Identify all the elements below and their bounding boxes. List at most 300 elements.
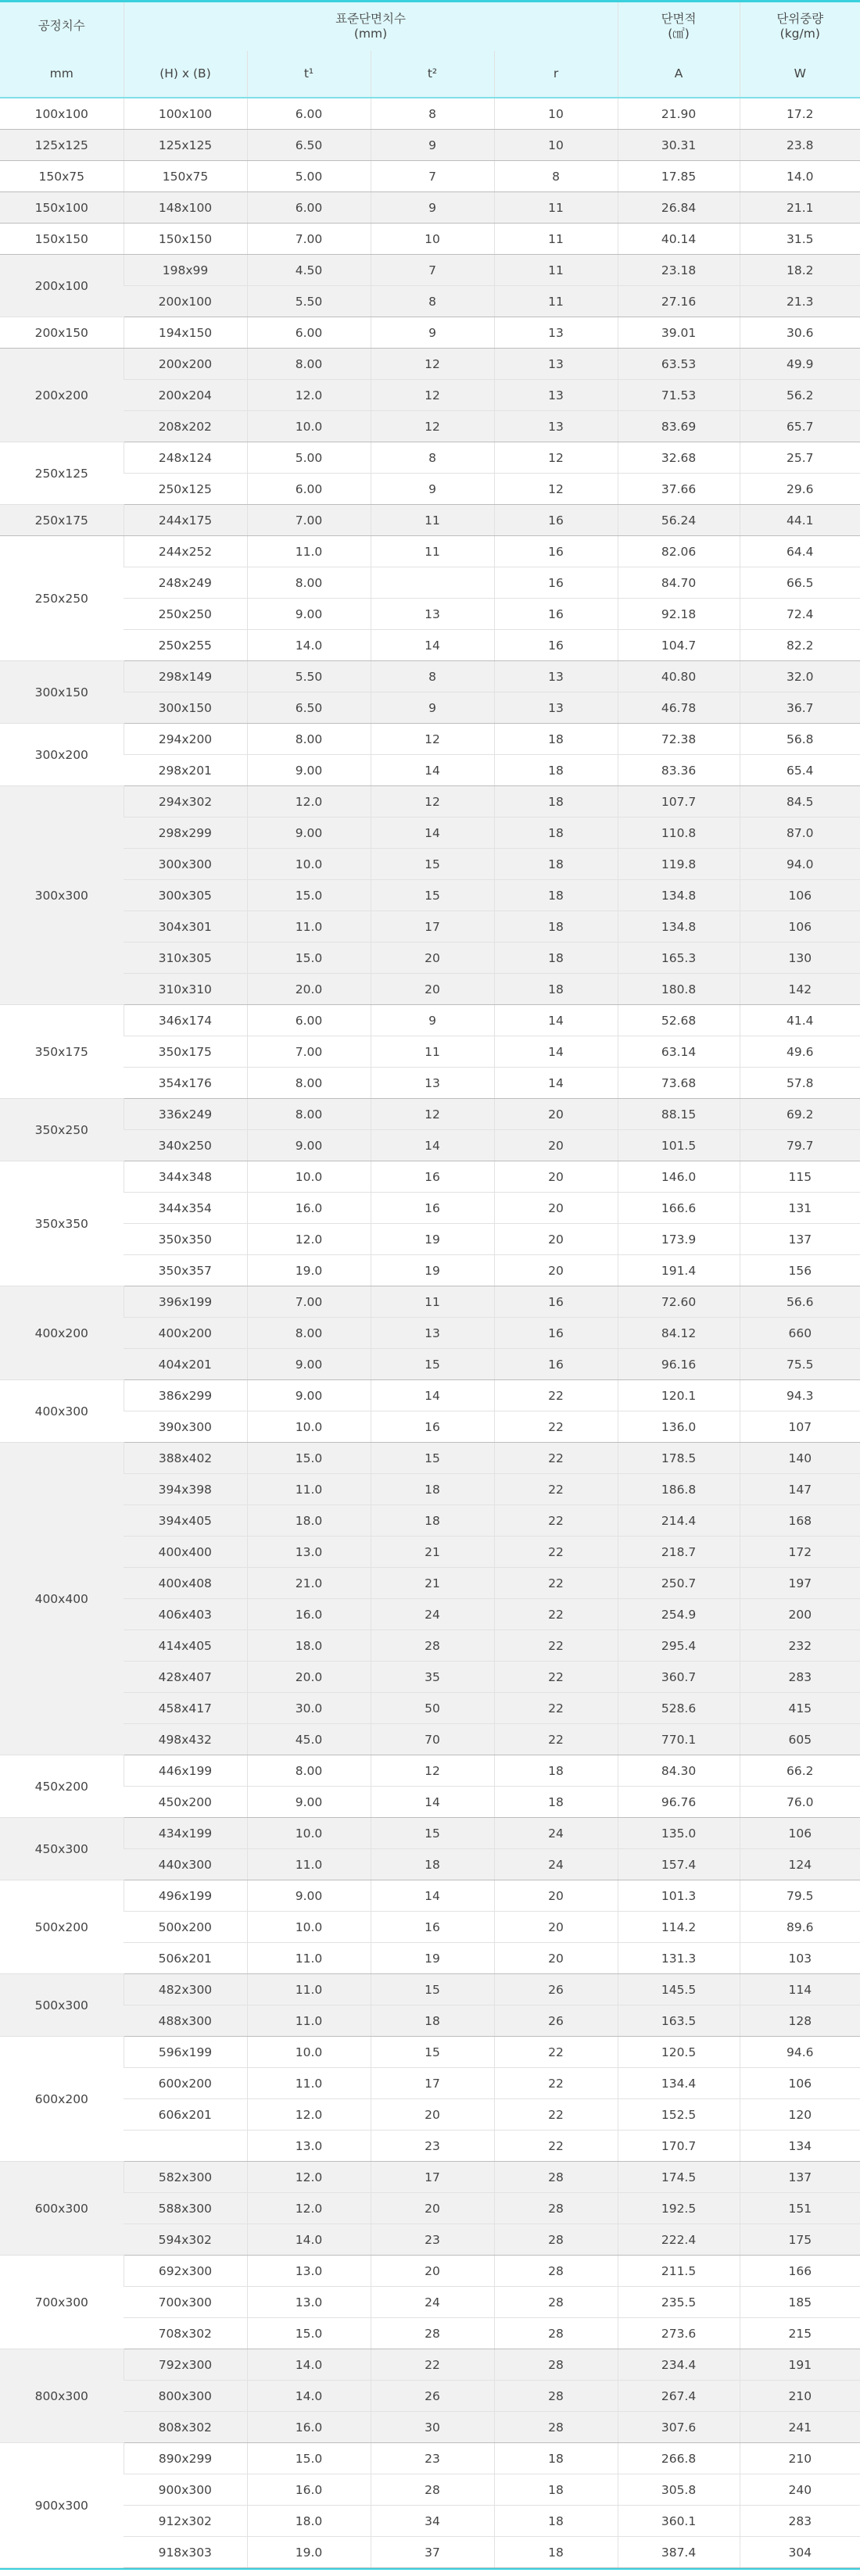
weight-cell: 128 <box>740 2005 860 2037</box>
t2-cell: 14 <box>371 1380 494 1411</box>
hxb-cell: 800x300 <box>124 2381 247 2412</box>
t2-cell: 19 <box>371 1943 494 1974</box>
t2-cell: 7 <box>371 161 494 192</box>
r-cell: 18 <box>494 2537 618 2568</box>
area-cell: 214.4 <box>618 1505 740 1537</box>
r-cell: 28 <box>494 2162 618 2193</box>
weight-cell: 210 <box>740 2443 860 2474</box>
nominal-size-cell: 300x300 <box>0 786 124 1005</box>
subheader-r: r <box>494 51 618 98</box>
nominal-size-cell: 250x175 <box>0 505 124 536</box>
area-cell: 134.8 <box>618 880 740 911</box>
hxb-cell: 450x200 <box>124 1787 247 1818</box>
weight-cell: 79.7 <box>740 1130 860 1161</box>
hxb-cell: 125x125 <box>124 130 247 161</box>
area-cell: 83.69 <box>618 411 740 442</box>
t1-cell: 6.00 <box>247 317 371 349</box>
weight-cell: 49.6 <box>740 1036 860 1068</box>
table-row <box>0 380 860 411</box>
weight-cell: 130 <box>740 943 860 974</box>
t2-cell: 8 <box>371 442 494 474</box>
nominal-size-cell: 200x150 <box>0 317 124 349</box>
r-cell: 28 <box>494 2318 618 2349</box>
table-row <box>0 98 860 130</box>
hxb-cell: 344x354 <box>124 1193 247 1224</box>
area-cell: 186.8 <box>618 1474 740 1505</box>
r-cell: 22 <box>494 1724 618 1755</box>
hxb-cell: 244x175 <box>124 505 247 536</box>
t1-cell: 11.0 <box>247 911 371 943</box>
area-cell: 234.4 <box>618 2349 740 2381</box>
hxb-cell: 600x200 <box>124 2068 247 2099</box>
weight-cell: 36.7 <box>740 692 860 724</box>
table-row <box>0 1943 860 1974</box>
r-cell: 20 <box>494 1193 618 1224</box>
weight-cell: 94.3 <box>740 1380 860 1411</box>
t2-cell: 21 <box>371 1568 494 1599</box>
weight-cell: 166 <box>740 2256 860 2287</box>
t1-cell: 5.00 <box>247 442 371 474</box>
t2-cell: 9 <box>371 692 494 724</box>
t2-cell: 18 <box>371 1505 494 1537</box>
r-cell: 18 <box>494 755 618 786</box>
area-cell: 146.0 <box>618 1161 740 1193</box>
hxb-cell: 298x149 <box>124 661 247 692</box>
table-row <box>0 2349 860 2381</box>
r-cell: 20 <box>494 1912 618 1943</box>
r-cell: 22 <box>494 2099 618 2131</box>
t1-cell: 14.0 <box>247 2381 371 2412</box>
hxb-cell: 336x249 <box>124 1099 247 1130</box>
hxb-cell: 808x302 <box>124 2412 247 2443</box>
weight-cell: 32.0 <box>740 661 860 692</box>
t2-cell: 16 <box>371 1161 494 1193</box>
area-cell: 63.14 <box>618 1036 740 1068</box>
hxb-cell: 250x125 <box>124 474 247 505</box>
t1-cell: 10.0 <box>247 1161 371 1193</box>
area-cell: 305.8 <box>618 2474 740 2506</box>
table-row <box>0 130 860 161</box>
t1-cell: 7.00 <box>247 1286 371 1318</box>
table-row <box>0 2318 860 2349</box>
hxb-cell: 354x176 <box>124 1068 247 1099</box>
hxb-cell: 150x75 <box>124 161 247 192</box>
r-cell: 10 <box>494 130 618 161</box>
t1-cell: 16.0 <box>247 1193 371 1224</box>
area-cell: 235.5 <box>618 2287 740 2318</box>
t1-cell: 13.0 <box>247 2256 371 2287</box>
table-row <box>0 1818 860 1849</box>
weight-cell: 200 <box>740 1599 860 1630</box>
table-row <box>0 286 860 317</box>
t1-cell: 5.50 <box>247 661 371 692</box>
t2-cell: 70 <box>371 1724 494 1755</box>
r-cell: 14 <box>494 1005 618 1036</box>
t2-cell: 14 <box>371 755 494 786</box>
t2-cell: 22 <box>371 2349 494 2381</box>
t2-cell: 19 <box>371 1224 494 1255</box>
area-cell: 170.7 <box>618 2131 740 2162</box>
area-cell: 84.70 <box>618 567 740 599</box>
nominal-size-cell: 150x75 <box>0 161 124 192</box>
t2-cell: 15 <box>371 880 494 911</box>
header-unit-weight: 단위중량 (kg/m) <box>740 2 860 52</box>
hxb-cell: 400x400 <box>124 1537 247 1568</box>
weight-cell: 56.8 <box>740 724 860 755</box>
t1-cell: 14.0 <box>247 630 371 661</box>
t2-cell: 26 <box>371 2381 494 2412</box>
weight-cell: 147 <box>740 1474 860 1505</box>
r-cell: 13 <box>494 317 618 349</box>
table-row <box>0 2193 860 2224</box>
r-cell: 13 <box>494 661 618 692</box>
hxb-cell: 344x348 <box>124 1161 247 1193</box>
nominal-size-cell: 400x300 <box>0 1380 124 1443</box>
table-row <box>0 661 860 692</box>
hxb-cell: 596x199 <box>124 2037 247 2068</box>
table-row <box>0 1693 860 1724</box>
weight-cell: 137 <box>740 1224 860 1255</box>
t2-cell: 30 <box>371 2412 494 2443</box>
area-cell: 218.7 <box>618 1537 740 1568</box>
weight-cell: 57.8 <box>740 1068 860 1099</box>
table-row <box>0 1099 860 1130</box>
nominal-size-cell: 450x300 <box>0 1818 124 1880</box>
weight-cell: 156 <box>740 1255 860 1286</box>
area-cell: 528.6 <box>618 1693 740 1724</box>
hxb-cell: 446x199 <box>124 1755 247 1787</box>
t1-cell: 11.0 <box>247 1849 371 1880</box>
area-cell: 222.4 <box>618 2224 740 2256</box>
hxb-cell: 594x302 <box>124 2224 247 2256</box>
hxb-cell: 900x300 <box>124 2474 247 2506</box>
r-cell: 11 <box>494 224 618 255</box>
weight-cell: 134 <box>740 2131 860 2162</box>
r-cell: 20 <box>494 1161 618 1193</box>
r-cell: 18 <box>494 786 618 818</box>
r-cell: 28 <box>494 2224 618 2256</box>
weight-cell: 56.2 <box>740 380 860 411</box>
area-cell: 56.24 <box>618 505 740 536</box>
t1-cell: 11.0 <box>247 2005 371 2037</box>
weight-cell: 172 <box>740 1537 860 1568</box>
t1-cell: 9.00 <box>247 1380 371 1411</box>
r-cell: 20 <box>494 1130 618 1161</box>
hxb-cell: 482x300 <box>124 1974 247 2005</box>
r-cell: 12 <box>494 442 618 474</box>
r-cell: 24 <box>494 1849 618 1880</box>
area-cell: 84.12 <box>618 1318 740 1349</box>
weight-cell: 660 <box>740 1318 860 1349</box>
area-cell: 157.4 <box>618 1849 740 1880</box>
area-cell: 30.31 <box>618 130 740 161</box>
r-cell: 24 <box>494 1818 618 1849</box>
hxb-cell: 248x124 <box>124 442 247 474</box>
area-cell: 84.30 <box>618 1755 740 1787</box>
t1-cell: 11.0 <box>247 536 371 567</box>
area-cell: 104.7 <box>618 630 740 661</box>
header-nominal-size: 공정치수 <box>0 2 124 52</box>
area-cell: 360.7 <box>618 1662 740 1693</box>
r-cell: 28 <box>494 2193 618 2224</box>
table-row <box>0 2037 860 2068</box>
nominal-size-cell: 900x300 <box>0 2443 124 2568</box>
r-cell: 18 <box>494 974 618 1005</box>
hxb-cell: 298x299 <box>124 818 247 849</box>
t1-cell: 6.00 <box>247 98 371 130</box>
t2-cell: 14 <box>371 818 494 849</box>
t1-cell: 15.0 <box>247 943 371 974</box>
t2-cell: 14 <box>371 1130 494 1161</box>
t2-cell: 14 <box>371 1787 494 1818</box>
hxb-cell: 100x100 <box>124 98 247 130</box>
t2-cell: 15 <box>371 1349 494 1380</box>
table-row <box>0 1568 860 1599</box>
area-cell: 63.53 <box>618 349 740 380</box>
t2-cell: 12 <box>371 349 494 380</box>
table-row <box>0 1880 860 1912</box>
area-cell: 72.60 <box>618 1286 740 1318</box>
hxb-cell: 250x250 <box>124 599 247 630</box>
nominal-size-cell: 350x175 <box>0 1005 124 1099</box>
weight-cell: 232 <box>740 1630 860 1662</box>
table-row <box>0 1193 860 1224</box>
r-cell: 20 <box>494 1099 618 1130</box>
t1-cell: 5.50 <box>247 286 371 317</box>
nominal-size-cell: 450x200 <box>0 1755 124 1818</box>
table-row <box>0 1130 860 1161</box>
t1-cell: 7.00 <box>247 1036 371 1068</box>
t2-cell: 8 <box>371 98 494 130</box>
subheader-t2: t² <box>371 51 494 98</box>
area-cell: 254.9 <box>618 1599 740 1630</box>
nominal-size-cell: 200x200 <box>0 349 124 442</box>
table-row <box>0 2162 860 2193</box>
t2-cell: 19 <box>371 1255 494 1286</box>
t2-cell: 20 <box>371 2099 494 2131</box>
weight-cell: 23.8 <box>740 130 860 161</box>
hxb-cell: 406x403 <box>124 1599 247 1630</box>
area-cell: 178.5 <box>618 1443 740 1474</box>
area-cell: 37.66 <box>618 474 740 505</box>
weight-cell: 120 <box>740 2099 860 2131</box>
t2-cell: 21 <box>371 1537 494 1568</box>
area-cell: 82.06 <box>618 536 740 567</box>
nominal-size-cell: 200x100 <box>0 255 124 317</box>
t2-cell: 18 <box>371 1474 494 1505</box>
t1-cell: 13.0 <box>247 2131 371 2162</box>
r-cell: 8 <box>494 161 618 192</box>
hxb-cell: 582x300 <box>124 2162 247 2193</box>
weight-cell: 30.6 <box>740 317 860 349</box>
nominal-size-cell: 300x200 <box>0 724 124 786</box>
t2-cell: 12 <box>371 1099 494 1130</box>
t1-cell: 10.0 <box>247 1912 371 1943</box>
t2-cell: 17 <box>371 2162 494 2193</box>
weight-cell: 17.2 <box>740 98 860 130</box>
nominal-size-cell: 500x300 <box>0 1974 124 2037</box>
t2-cell: 9 <box>371 192 494 224</box>
t2-cell: 14 <box>371 630 494 661</box>
r-cell: 16 <box>494 630 618 661</box>
table-row <box>0 943 860 974</box>
area-cell: 295.4 <box>618 1630 740 1662</box>
table-row <box>0 1974 860 2005</box>
weight-cell: 18.2 <box>740 255 860 286</box>
r-cell: 16 <box>494 1318 618 1349</box>
header-standard-section: 표준단면치수 (mm) <box>124 2 618 52</box>
table-row <box>0 474 860 505</box>
r-cell: 13 <box>494 380 618 411</box>
table-body <box>0 98 860 2568</box>
table-row <box>0 1005 860 1036</box>
table-row <box>0 1443 860 1474</box>
hxb-cell: 912x302 <box>124 2506 247 2537</box>
t1-cell: 9.00 <box>247 1787 371 1818</box>
r-cell: 22 <box>494 1505 618 1537</box>
nominal-size-cell: 800x300 <box>0 2349 124 2443</box>
weight-cell: 197 <box>740 1568 860 1599</box>
r-cell: 22 <box>494 1411 618 1443</box>
r-cell: 18 <box>494 849 618 880</box>
table-row <box>0 1161 860 1193</box>
r-cell: 11 <box>494 192 618 224</box>
t1-cell: 12.0 <box>247 2193 371 2224</box>
weight-cell: 65.4 <box>740 755 860 786</box>
r-cell: 18 <box>494 911 618 943</box>
weight-cell: 66.2 <box>740 1755 860 1787</box>
t2-cell: 18 <box>371 2005 494 2037</box>
t1-cell: 12.0 <box>247 786 371 818</box>
t1-cell: 19.0 <box>247 2537 371 2568</box>
t2-cell: 9 <box>371 1005 494 1036</box>
weight-cell: 210 <box>740 2381 860 2412</box>
hxb-cell: 506x201 <box>124 1943 247 1974</box>
weight-cell: 94.0 <box>740 849 860 880</box>
hxb-cell: 194x150 <box>124 317 247 349</box>
table-row <box>0 2099 860 2131</box>
r-cell: 22 <box>494 1630 618 1662</box>
table-row <box>0 724 860 755</box>
r-cell: 20 <box>494 1255 618 1286</box>
hxb-cell: 386x299 <box>124 1380 247 1411</box>
table-row <box>0 818 860 849</box>
t1-cell: 12.0 <box>247 2099 371 2131</box>
t2-cell: 10 <box>371 224 494 255</box>
table-row <box>0 1505 860 1537</box>
table-row <box>0 1474 860 1505</box>
weight-cell: 21.3 <box>740 286 860 317</box>
hxb-cell: 248x249 <box>124 567 247 599</box>
r-cell: 28 <box>494 2412 618 2443</box>
weight-cell: 41.4 <box>740 1005 860 1036</box>
t2-cell: 13 <box>371 1068 494 1099</box>
table-row <box>0 630 860 661</box>
hxb-cell: 300x300 <box>124 849 247 880</box>
table-row <box>0 1755 860 1787</box>
weight-cell: 304 <box>740 2537 860 2568</box>
area-cell: 114.2 <box>618 1912 740 1943</box>
t1-cell: 8.00 <box>247 1099 371 1130</box>
t2-cell: 24 <box>371 2287 494 2318</box>
t1-cell: 20.0 <box>247 974 371 1005</box>
table-row <box>0 692 860 724</box>
area-cell: 166.6 <box>618 1193 740 1224</box>
r-cell: 14 <box>494 1036 618 1068</box>
hxb-cell: 400x200 <box>124 1318 247 1349</box>
weight-cell: 140 <box>740 1443 860 1474</box>
table-row <box>0 1224 860 1255</box>
r-cell: 20 <box>494 1224 618 1255</box>
area-cell: 17.85 <box>618 161 740 192</box>
weight-cell: 65.7 <box>740 411 860 442</box>
hxb-cell: 298x201 <box>124 755 247 786</box>
table-row <box>0 2381 860 2412</box>
t2-cell: 12 <box>371 1755 494 1787</box>
r-cell: 11 <box>494 255 618 286</box>
weight-cell: 106 <box>740 2068 860 2099</box>
t1-cell: 15.0 <box>247 2318 371 2349</box>
area-cell: 307.6 <box>618 2412 740 2443</box>
area-cell: 192.5 <box>618 2193 740 2224</box>
hxb-cell: 350x357 <box>124 1255 247 1286</box>
t2-cell: 15 <box>371 849 494 880</box>
area-cell: 92.18 <box>618 599 740 630</box>
t1-cell: 11.0 <box>247 1474 371 1505</box>
table-row <box>0 317 860 349</box>
hxb-cell: 310x305 <box>124 943 247 974</box>
nominal-size-cell: 400x200 <box>0 1286 124 1380</box>
t1-cell: 14.0 <box>247 2224 371 2256</box>
t1-cell: 9.00 <box>247 755 371 786</box>
weight-cell: 79.5 <box>740 1880 860 1912</box>
nominal-size-cell: 250x125 <box>0 442 124 505</box>
t1-cell: 5.00 <box>247 161 371 192</box>
t1-cell: 9.00 <box>247 818 371 849</box>
nominal-size-cell: 600x200 <box>0 2037 124 2162</box>
area-cell: 88.15 <box>618 1099 740 1130</box>
table-header <box>0 2 860 98</box>
table-row <box>0 2068 860 2099</box>
t2-cell: 9 <box>371 474 494 505</box>
r-cell: 14 <box>494 1068 618 1099</box>
hxb-cell: 346x174 <box>124 1005 247 1036</box>
table-row <box>0 2287 860 2318</box>
t2-cell: 14 <box>371 1880 494 1912</box>
area-cell: 96.16 <box>618 1349 740 1380</box>
t1-cell: 16.0 <box>247 1599 371 1630</box>
table-row <box>0 1349 860 1380</box>
t1-cell: 6.00 <box>247 474 371 505</box>
r-cell: 18 <box>494 2506 618 2537</box>
r-cell: 16 <box>494 567 618 599</box>
hxb-cell: 390x300 <box>124 1411 247 1443</box>
hxb-cell: 150x150 <box>124 224 247 255</box>
table-row <box>0 255 860 286</box>
area-cell: 250.7 <box>618 1568 740 1599</box>
weight-cell: 605 <box>740 1724 860 1755</box>
table-row <box>0 599 860 630</box>
t2-cell: 34 <box>371 2506 494 2537</box>
r-cell: 22 <box>494 1474 618 1505</box>
area-cell: 32.68 <box>618 442 740 474</box>
hxb-cell: 792x300 <box>124 2349 247 2381</box>
hxb-cell: 400x408 <box>124 1568 247 1599</box>
r-cell: 22 <box>494 1693 618 1724</box>
subheader-mm: mm <box>0 51 124 98</box>
r-cell: 28 <box>494 2256 618 2287</box>
hxb-cell: 208x202 <box>124 411 247 442</box>
